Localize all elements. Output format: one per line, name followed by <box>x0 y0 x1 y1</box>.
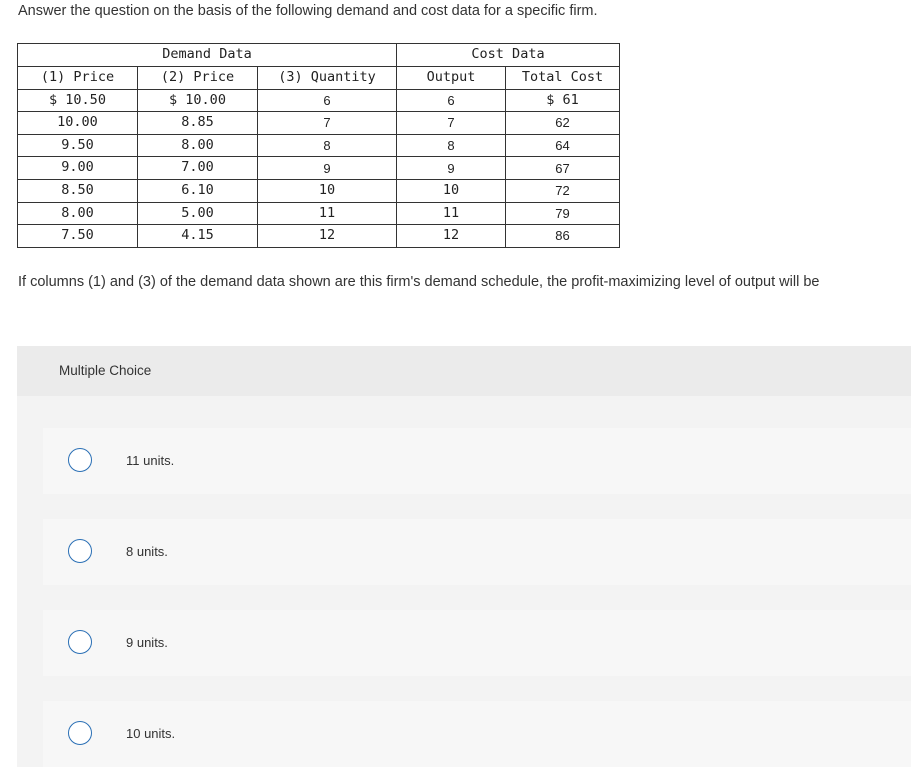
column-header-quantity: (3) Quantity <box>258 67 397 90</box>
price-1-cell: 9.00 <box>18 157 138 180</box>
price-2-cell: 7.00 <box>138 157 258 180</box>
price-1-cell: 7.50 <box>18 225 138 248</box>
total-cost-cell: 86 <box>506 225 620 248</box>
table-row <box>18 179 620 202</box>
table-row <box>18 134 620 157</box>
multiple-choice-panel <box>17 346 911 767</box>
table-group-header-row <box>18 44 620 67</box>
output-cell: 7 <box>397 112 506 135</box>
price-2-cell: 8.00 <box>138 134 258 157</box>
answer-option-label: 11 units. <box>126 453 175 468</box>
output-cell: 12 <box>397 225 506 248</box>
quantity-cell: 10 <box>258 179 397 202</box>
answer-option-9-units[interactable] <box>43 610 911 676</box>
price-1-cell: $ 10.50 <box>18 89 138 112</box>
intro-text: Answer the question on the basis of the following demand and cost data for a specific firm. <box>18 3 598 19</box>
answer-option-label: 10 units. <box>126 726 176 741</box>
radio-button-unchecked-icon[interactable] <box>68 448 92 472</box>
answer-option-10-units[interactable] <box>43 701 911 767</box>
price-1-cell: 9.50 <box>18 134 138 157</box>
column-header-price-2: (2) Price <box>138 67 258 90</box>
table-row <box>18 112 620 135</box>
output-cell: 9 <box>397 157 506 180</box>
question-text: If columns (1) and (3) of the demand data shown are this firm's demand schedule, the profit-maximizing level of output will be <box>18 274 820 290</box>
table-row <box>18 89 620 112</box>
column-header-output: Output <box>397 67 506 90</box>
price-2-cell: $ 10.00 <box>138 89 258 112</box>
table-column-header-row <box>18 67 620 90</box>
quantity-cell: 11 <box>258 202 397 225</box>
price-2-cell: 6.10 <box>138 179 258 202</box>
demand-data-header: Demand Data <box>18 44 397 67</box>
price-2-cell: 8.85 <box>138 112 258 135</box>
answer-option-label: 9 units. <box>126 635 168 650</box>
table-row <box>18 157 620 180</box>
cost-data-header: Cost Data <box>397 44 620 67</box>
answer-option-label: 8 units. <box>126 544 168 559</box>
output-cell: 11 <box>397 202 506 225</box>
quantity-cell: 9 <box>258 157 397 180</box>
total-cost-cell: 64 <box>506 134 620 157</box>
total-cost-cell: 79 <box>506 202 620 225</box>
demand-cost-table <box>17 43 620 248</box>
total-cost-cell: 67 <box>506 157 620 180</box>
output-cell: 8 <box>397 134 506 157</box>
table-row <box>18 202 620 225</box>
answer-option-11-units[interactable] <box>43 428 911 494</box>
quantity-cell: 8 <box>258 134 397 157</box>
radio-button-unchecked-icon[interactable] <box>68 539 92 563</box>
quantity-cell: 6 <box>258 89 397 112</box>
answer-option-8-units[interactable] <box>43 519 911 585</box>
multiple-choice-header <box>17 346 911 396</box>
column-header-total-cost: Total Cost <box>506 67 620 90</box>
total-cost-cell: $ 61 <box>506 89 620 112</box>
output-cell: 10 <box>397 179 506 202</box>
total-cost-cell: 62 <box>506 112 620 135</box>
total-cost-cell: 72 <box>506 179 620 202</box>
quantity-cell: 12 <box>258 225 397 248</box>
price-1-cell: 8.00 <box>18 202 138 225</box>
radio-button-unchecked-icon[interactable] <box>68 630 92 654</box>
quantity-cell: 7 <box>258 112 397 135</box>
price-2-cell: 4.15 <box>138 225 258 248</box>
output-cell: 6 <box>397 89 506 112</box>
column-header-price-1: (1) Price <box>18 67 138 90</box>
radio-button-unchecked-icon[interactable] <box>68 721 92 745</box>
table-row <box>18 225 620 248</box>
price-2-cell: 5.00 <box>138 202 258 225</box>
multiple-choice-title: Multiple Choice <box>59 363 152 378</box>
price-1-cell: 10.00 <box>18 112 138 135</box>
price-1-cell: 8.50 <box>18 179 138 202</box>
